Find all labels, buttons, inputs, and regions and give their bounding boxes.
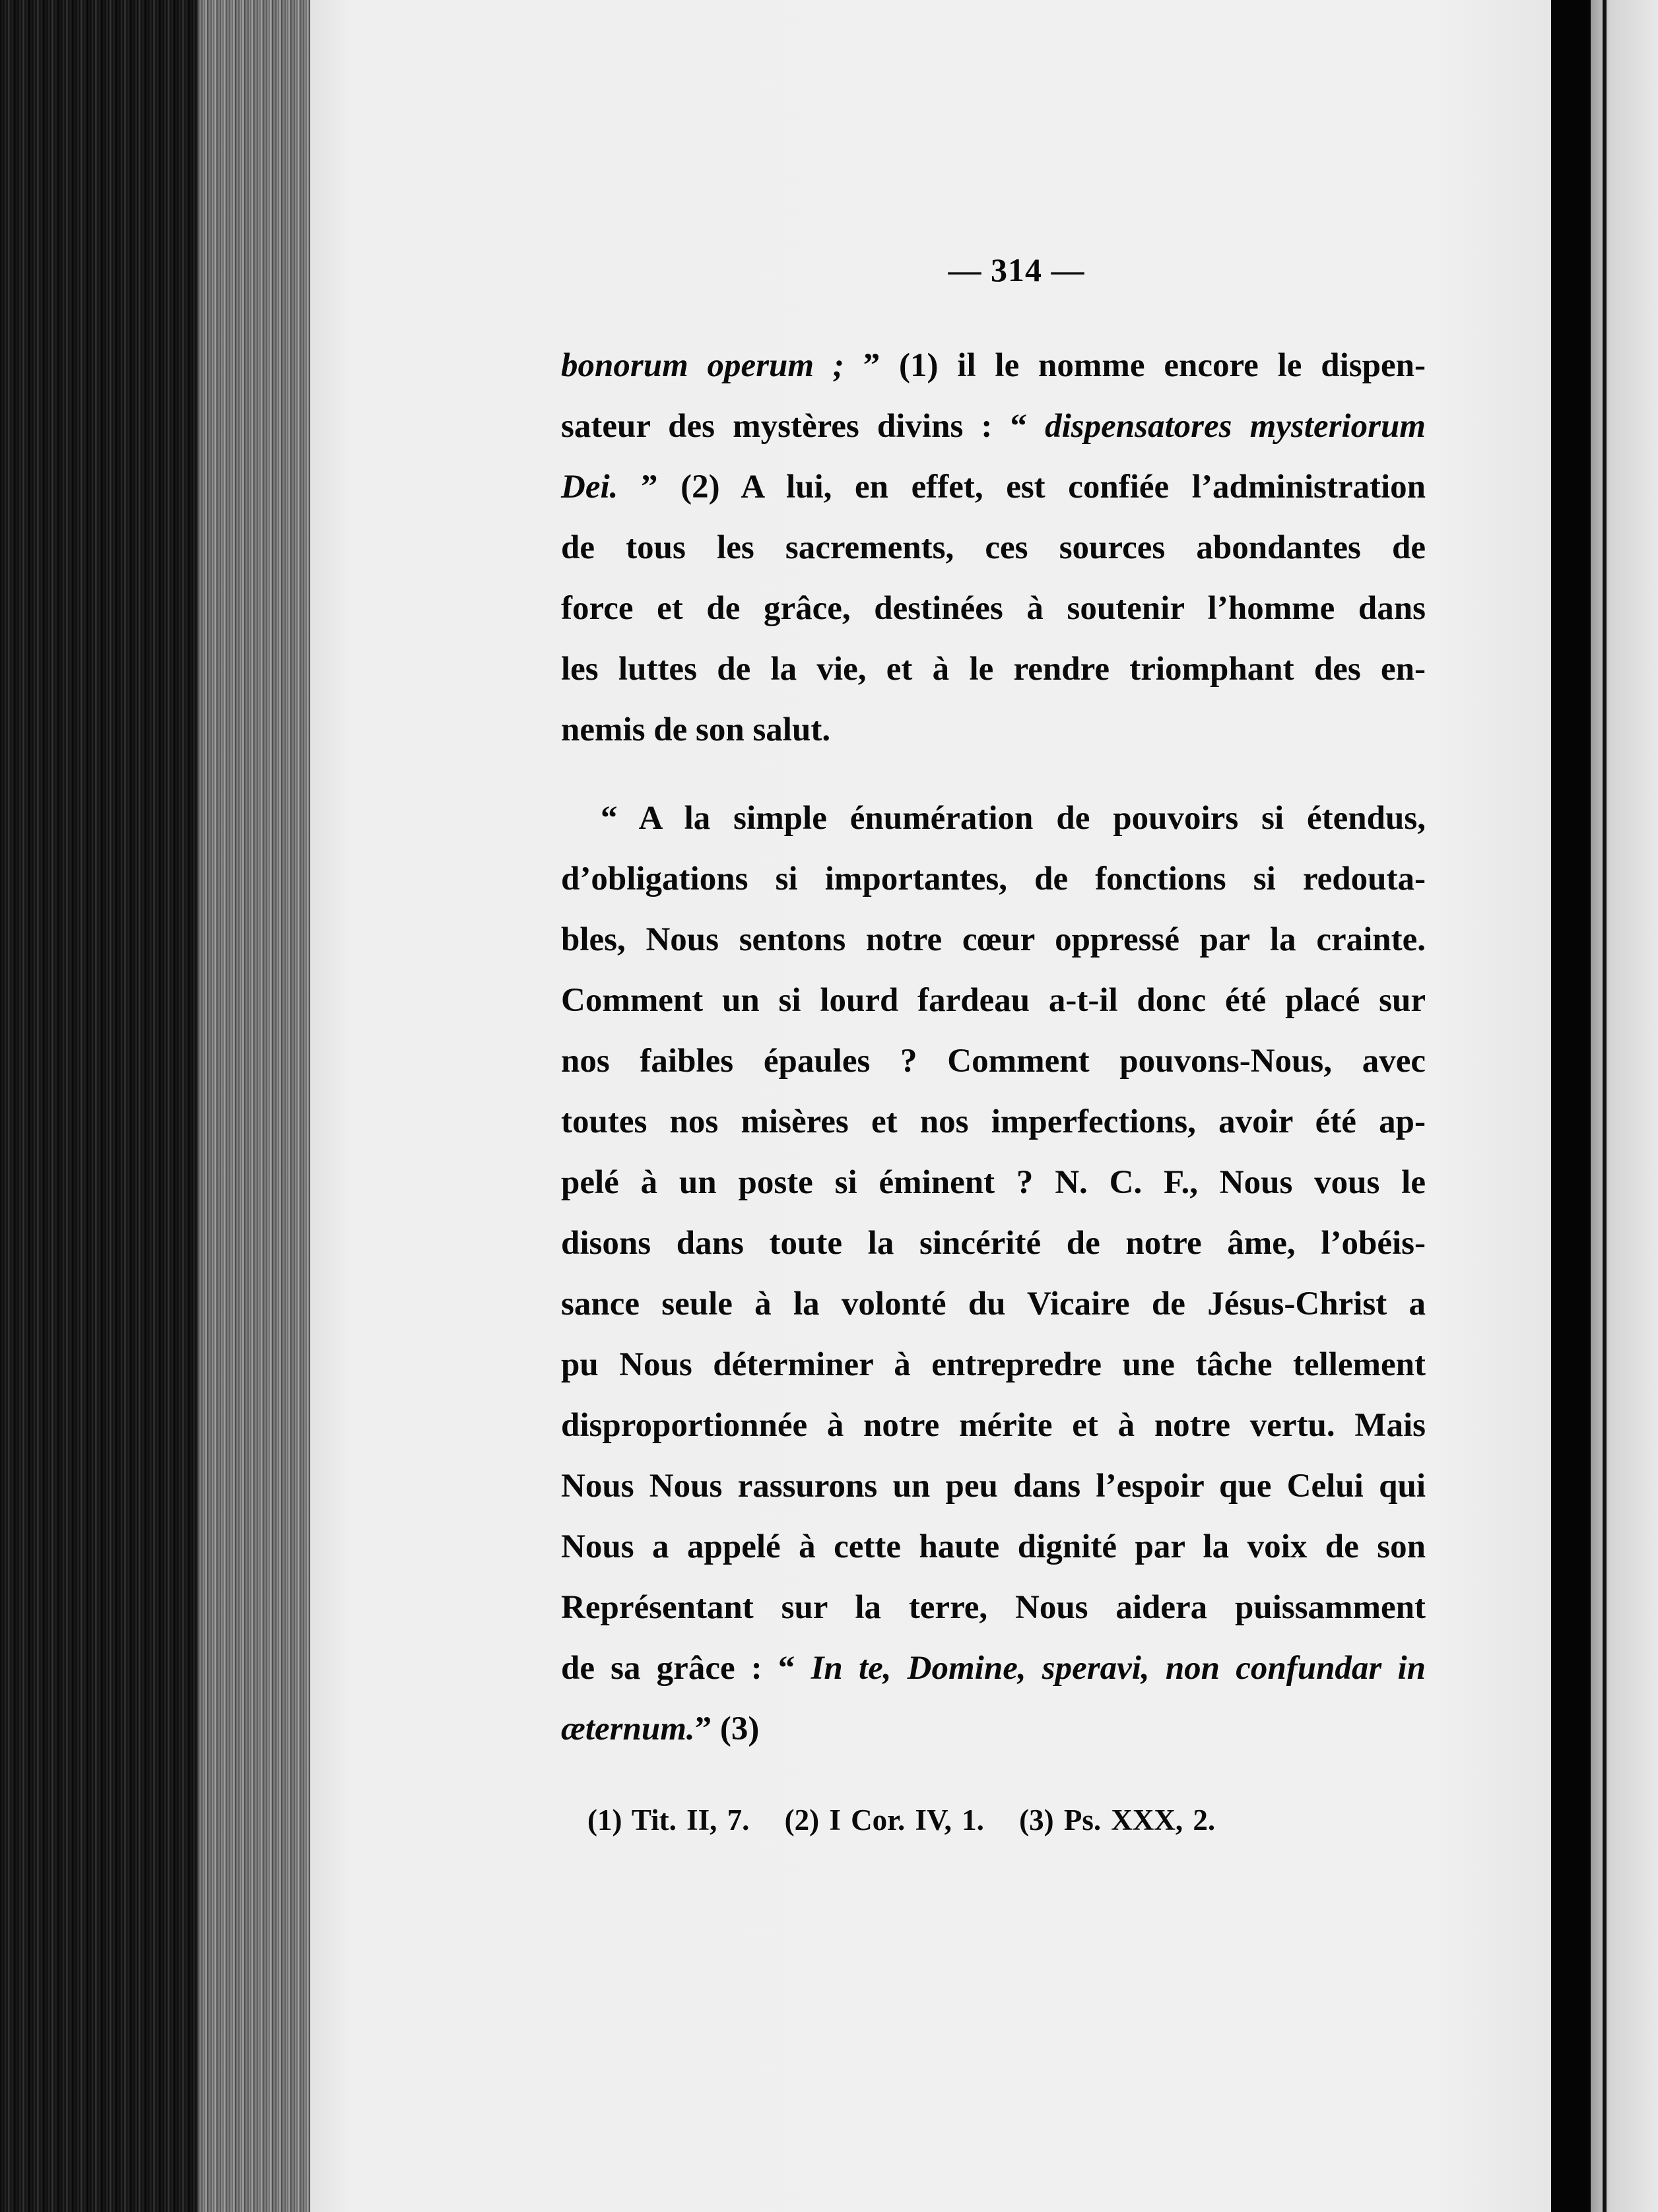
italic-latin-quote: dispensatores mysteriorum xyxy=(1045,408,1426,445)
text-run: ” (2) A lui, en effet, est confiée l’administration xyxy=(618,469,1426,505)
text-line xyxy=(561,1274,1426,1334)
italic-latin-quote: æternum. xyxy=(561,1710,695,1747)
text-run: “ A la simple énumération de pouvoirs si étendus, xyxy=(601,800,1426,837)
text-run: Représentant sur la terre, Nous aidera puissamment xyxy=(561,1589,1426,1626)
text-run: sateur des mystères divins : “ xyxy=(561,408,1045,445)
text-run: Comment un si lourd fardeau a-t-il donc été placé sur xyxy=(561,982,1426,1019)
text-line xyxy=(561,578,1426,639)
text-line xyxy=(561,1577,1426,1638)
italic-latin-quote: In te, Domine, speravi, non confundar in xyxy=(811,1650,1426,1687)
paragraph-1 xyxy=(561,335,1426,760)
text-run: nos faibles épaules ? Comment pouvons-Nous, avec xyxy=(561,1043,1426,1080)
text-run: de tous les sacrements, ces sources abondantes de xyxy=(561,529,1426,566)
text-block xyxy=(561,251,1426,1837)
text-line xyxy=(561,396,1426,457)
text-line xyxy=(561,1152,1426,1213)
page-gutter-line xyxy=(1603,0,1607,2212)
text-line xyxy=(561,1516,1426,1577)
text-line xyxy=(561,1031,1426,1091)
text-run: de sa grâce : “ xyxy=(561,1650,811,1687)
text-run: disproportionnée à notre mérite et à notre vertu. Mais xyxy=(561,1407,1426,1444)
text-run: pu Nous déterminer à entrepredre une tâche tellement xyxy=(561,1346,1426,1383)
right-dark-margin xyxy=(1551,0,1591,2212)
text-line xyxy=(561,1456,1426,1516)
text-line xyxy=(561,457,1426,517)
text-run: Nous a appelé à cette haute dignité par la voix de son xyxy=(561,1528,1426,1565)
footnote-2: (2) I Cor. IV, 1. xyxy=(784,1804,984,1837)
text-line xyxy=(561,1699,1426,1759)
text-run: nemis de son salut. xyxy=(561,711,831,748)
next-page-sliver xyxy=(1591,0,1658,2212)
text-run: ” (3) xyxy=(694,1710,760,1747)
text-line xyxy=(561,699,1426,760)
text-run: ” (1) il le nomme encore le dispen- xyxy=(863,347,1426,384)
text-line xyxy=(561,517,1426,578)
text-run: force et de grâce, destinées à soutenir l’homme dans xyxy=(561,590,1426,627)
text-line xyxy=(561,970,1426,1031)
text-run: les luttes de la vie, et à le rendre triomphant des en- xyxy=(561,651,1426,688)
book-page-edges xyxy=(0,0,310,2212)
text-line xyxy=(561,788,1426,849)
text-run: toutes nos misères et nos imperfections, avoir été ap- xyxy=(561,1103,1426,1140)
footnote-3: (3) Ps. XXX, 2. xyxy=(1019,1804,1216,1837)
text-line xyxy=(561,1334,1426,1395)
text-line xyxy=(561,909,1426,970)
italic-latin-quote: Dei. xyxy=(561,469,618,505)
paragraph-2 xyxy=(561,788,1426,1759)
footnotes xyxy=(561,1803,1426,1837)
text-run: Nous Nous rassurons un peu dans l’espoir que Celui qui xyxy=(561,1468,1426,1505)
text-line xyxy=(561,1638,1426,1699)
paragraph-gap xyxy=(561,760,1426,788)
text-run: pelé à un poste si éminent ? N. C. F., Nous vous le xyxy=(561,1164,1426,1201)
text-line xyxy=(561,335,1426,396)
text-line xyxy=(561,849,1426,909)
page-number: — 314 — xyxy=(948,251,1085,288)
footnote-1: (1) Tit. II, 7. xyxy=(587,1804,750,1837)
italic-latin-quote: bonorum operum ; xyxy=(561,347,863,384)
text-line xyxy=(561,1091,1426,1152)
text-line xyxy=(561,1395,1426,1456)
body-text xyxy=(561,335,1426,1759)
text-run: sance seule à la volonté du Vicaire de Jésus-Christ a xyxy=(561,1285,1426,1322)
text-line xyxy=(561,1213,1426,1274)
text-run: d’obligations si importantes, de fonctions si redouta- xyxy=(561,861,1426,897)
text-line xyxy=(561,639,1426,699)
text-run: bles, Nous sentons notre cœur oppressé par la crainte. xyxy=(561,921,1426,958)
text-run: disons dans toute la sincérité de notre âme, l’obéis- xyxy=(561,1225,1426,1262)
